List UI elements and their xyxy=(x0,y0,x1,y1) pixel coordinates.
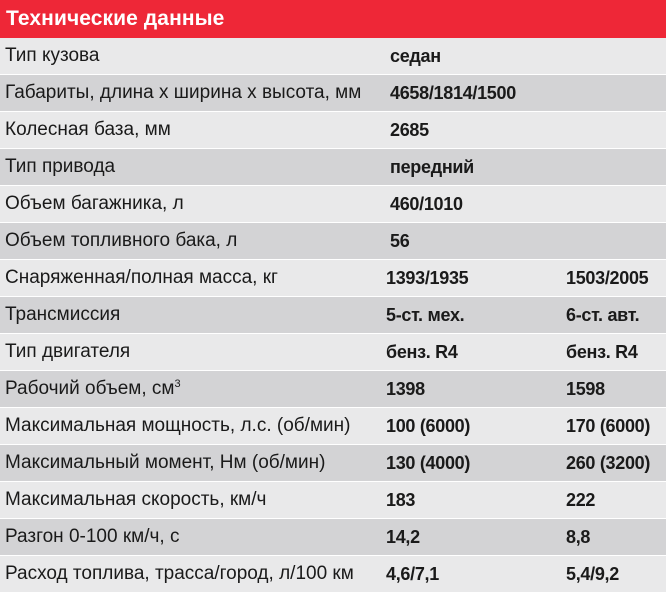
spec-row xyxy=(0,297,666,334)
spec-value-1: передний xyxy=(390,157,474,177)
spec-row xyxy=(0,38,666,75)
spec-value-2: 8,8 xyxy=(566,527,591,547)
spec-value-1: 4658/1814/1500 xyxy=(390,83,516,103)
spec-label: Трансмиссия xyxy=(5,304,121,325)
spec-value-1: 5-ст. мех. xyxy=(386,305,465,325)
spec-row xyxy=(0,556,666,593)
spec-row xyxy=(0,519,666,556)
spec-value-1: седан xyxy=(390,46,441,66)
spec-row xyxy=(0,75,666,112)
spec-label: Максимальная мощность, л.с. (об/мин) xyxy=(5,415,351,436)
spec-row xyxy=(0,223,666,260)
spec-label: Расход топлива, трасса/город, л/100 км xyxy=(5,563,354,584)
spec-row xyxy=(0,334,666,371)
spec-value-1: 460/1010 xyxy=(390,194,463,214)
spec-label: Объем багажника, л xyxy=(5,193,184,214)
spec-value-1: 183 xyxy=(386,490,416,510)
spec-label: Тип кузова xyxy=(5,45,100,66)
spec-row xyxy=(0,371,666,408)
spec-label: Рабочий объем, $см^3$ xyxy=(5,378,181,399)
spec-value-2: 1503/2005 xyxy=(566,268,649,288)
spec-value-2: 6-ст. авт. xyxy=(566,305,640,325)
spec-label-superscript: 3 xyxy=(174,378,181,390)
spec-label: Тип двигателя xyxy=(5,341,131,362)
spec-row xyxy=(0,112,666,149)
spec-value-1: 4,6/7,1 xyxy=(386,564,439,584)
spec-value-1: 130 (4000) xyxy=(386,453,471,473)
spec-label: Объем топливного бака, л xyxy=(5,230,238,251)
spec-value-1: бенз. R4 xyxy=(386,342,458,362)
spec-label: Максимальная скорость, км/ч xyxy=(5,489,267,510)
spec-value-1: 56 xyxy=(390,231,410,251)
spec-value-1: 1398 xyxy=(386,379,425,399)
spec-label: Снаряженная/полная масса, кг xyxy=(5,267,278,288)
spec-row xyxy=(0,408,666,445)
spec-row xyxy=(0,186,666,223)
spec-label: Максимальный момент, Нм (об/мин) xyxy=(5,452,326,473)
spec-label: Колесная база, мм xyxy=(5,119,171,140)
spec-label: Разгон 0-100 км/ч, с xyxy=(5,526,180,547)
spec-value-1: 2685 xyxy=(390,120,429,140)
spec-label: Габариты, длина х ширина х высота, мм xyxy=(5,82,362,103)
spec-value-2: 222 xyxy=(566,490,596,510)
spec-row xyxy=(0,149,666,186)
spec-row xyxy=(0,445,666,482)
spec-value-1: 14,2 xyxy=(386,527,420,547)
spec-value-2: 1598 xyxy=(566,379,605,399)
spec-row xyxy=(0,482,666,519)
spec-value-2: бенз. R4 xyxy=(566,342,638,362)
spec-table xyxy=(0,38,666,593)
spec-title: Технические данные xyxy=(0,0,666,38)
spec-value-2: 5,4/9,2 xyxy=(566,564,619,584)
spec-value-2: 170 (6000) xyxy=(566,416,651,436)
spec-value-1: 100 (6000) xyxy=(386,416,471,436)
spec-value-2: 260 (3200) xyxy=(566,453,651,473)
spec-label: Тип привода xyxy=(5,156,116,177)
spec-value-1: 1393/1935 xyxy=(386,268,469,288)
spec-row xyxy=(0,260,666,297)
